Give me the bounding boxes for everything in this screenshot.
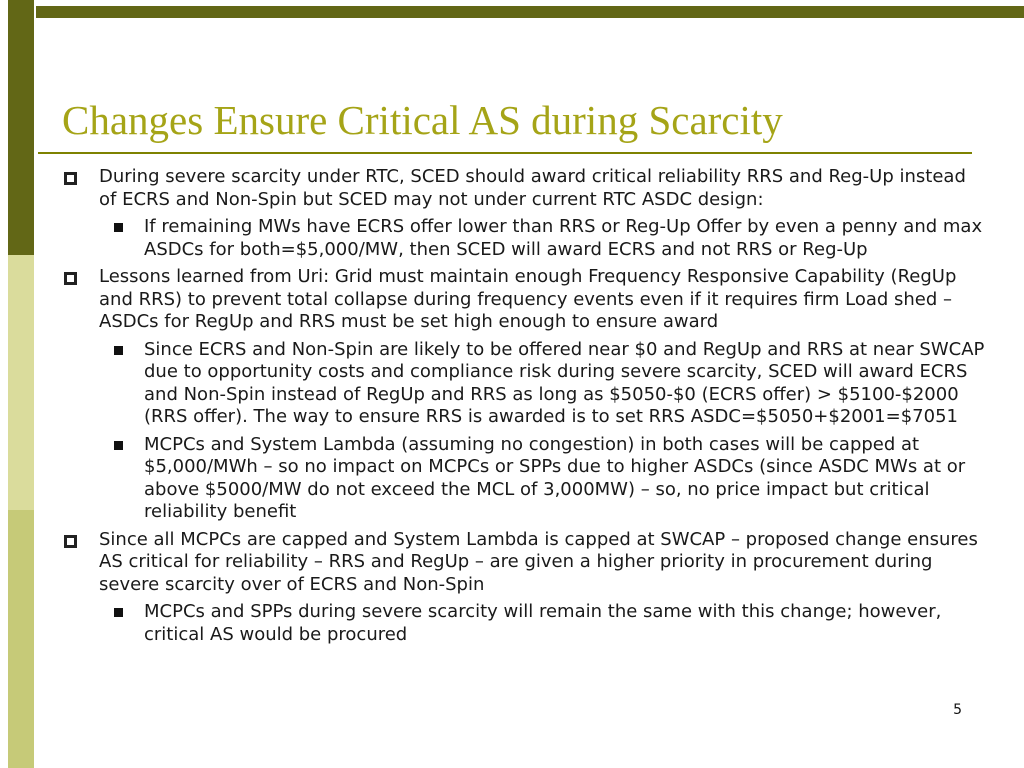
bullet-item-level-2	[38, 216, 986, 261]
filled-square-bullet-icon	[114, 608, 123, 617]
bullet-text: MCPCs and System Lambda (assuming no congestion) in both cases will be capped at $5,000/MWh – so no impact on MCPCs or SPPs due to higher ASDCs (since ASDC MWs at or above $5000/MW do not exceed the MCL of 3,000MW) – so, no price impact but critical reliability benefit	[144, 433, 966, 522]
hollow-square-bullet-icon	[64, 272, 77, 285]
bullet-item-level-2	[38, 339, 986, 429]
top-accent-bar	[36, 6, 1024, 18]
bullet-text: Lessons learned from Uri: Grid must maintain enough Frequency Responsive Capability (RegUp and RRS) to prevent total collapse during frequency events even if it requires firm Load shed – ASDCs for RegUp and RRS must be set high enough to ensure award	[99, 266, 957, 332]
page-number: 5	[953, 702, 962, 718]
bullet-item-level-1	[38, 266, 986, 334]
bullet-text: MCPCs and SPPs during severe scarcity will remain the same with this change; however, critical AS would be procured	[144, 601, 942, 645]
left-band-middle-segment	[8, 255, 34, 510]
filled-square-bullet-icon	[114, 346, 123, 355]
left-band-bottom-segment	[8, 510, 34, 768]
hollow-square-bullet-icon	[64, 535, 77, 548]
bullet-item-level-1	[38, 529, 986, 597]
bullet-text: If remaining MWs have ECRS offer lower than RRS or Reg-Up Offer by even a penny and max ASDCs for both=$5,000/MW, then SCED will award ECRS and not RRS or Reg-Up	[144, 216, 983, 260]
bullet-text: Since ECRS and Non-Spin are likely to be offered near $0 and RegUp and RRS at near SWCAP due to opportunity costs and compliance risk during severe scarcity, SCED will award ECRS and Non-Spin instead of RegUp and RRS as long as $5050-$0 (ECRS offer) > $5100-$2000 (RRS offer). The way to ensure RRS is awarded is to set RRS ASDC=$5050+$2001=$7051	[144, 338, 985, 427]
left-band-top-segment	[8, 0, 34, 255]
slide-title: Changes Ensure Critical AS during Scarcity	[62, 97, 783, 143]
title-divider	[38, 152, 972, 154]
bullet-text: During severe scarcity under RTC, SCED should award critical reliability RRS and Reg-Up instead of ECRS and Non-Spin but SCED may not under current RTC ASDC design:	[99, 166, 966, 210]
bullet-item-level-2	[38, 434, 986, 524]
bullet-text: Since all MCPCs are capped and System Lambda is capped at SWCAP – proposed change ensures AS critical for reliability – RRS and RegUp – are given a higher priority in procurement during severe scarcity over of ECRS and Non-Spin	[99, 528, 978, 595]
bullet-item-level-2	[38, 601, 986, 646]
bullet-item-level-1	[38, 166, 986, 211]
bullet-list	[38, 166, 986, 651]
filled-square-bullet-icon	[114, 223, 123, 232]
filled-square-bullet-icon	[114, 441, 123, 450]
left-accent-band	[8, 0, 34, 768]
hollow-square-bullet-icon	[64, 172, 77, 185]
